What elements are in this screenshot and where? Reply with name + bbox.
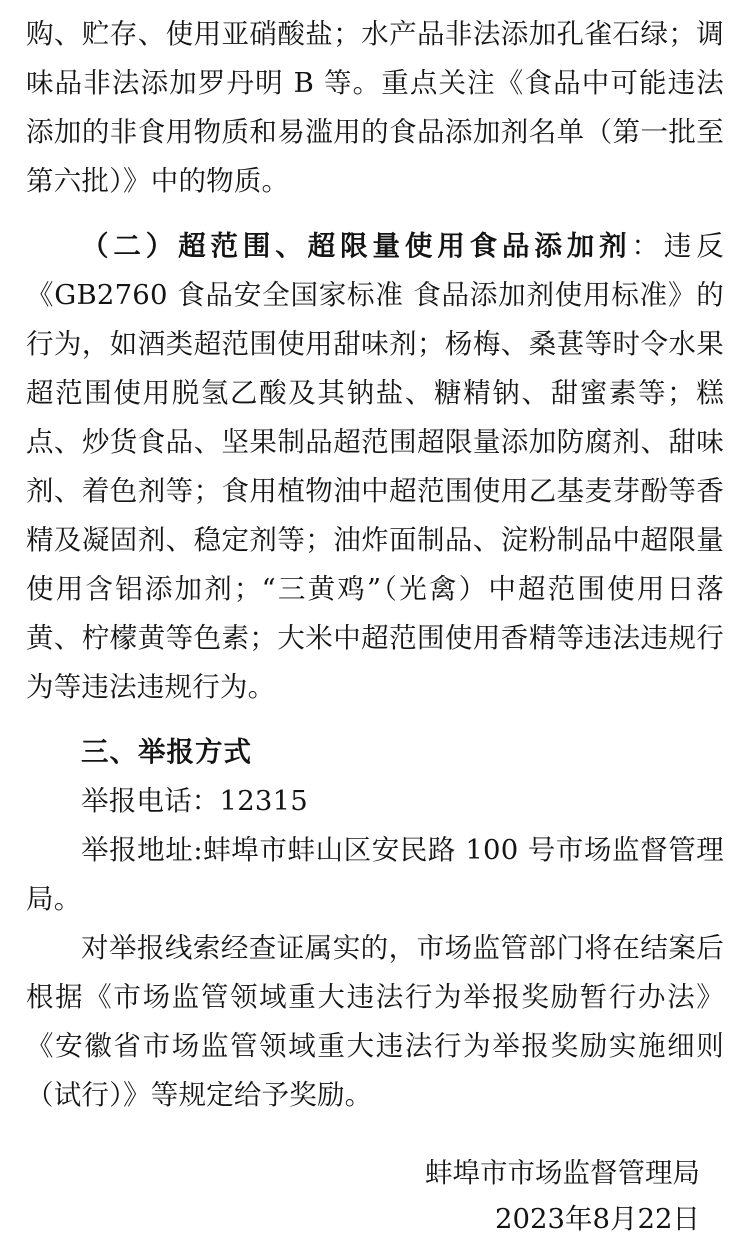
item-two-body: ：违反《GB2760 食品安全国家标准 食品添加剂使用标准》的行为，如酒类超范围使用甜味剂；杨梅、桑葚等时令水果超范围使用脱氢乙酸及其钠盐、糖精钠、甜蜜素等；糕点、炒货食品、坚果制品超范围超限量添加防腐剂、甜味剂、着色剂等；食用植物油中超范围使用乙基麦芽酚等香精及凝固剂、稳定剂等；油炸面制品、淀粉制品中超限量使用含铝添加剂；“三黄鸡”（光禽）中超范围使用日落黄、柠檬黄等色素；大米中超范围使用香精等违法违规行为等违法违规行为。 [26,230,724,703]
paragraph-item-two [26,222,724,712]
signature-block [26,1150,724,1242]
section-three-heading: 三、举报方式 [81,736,252,768]
paragraph-reward: 对举报线索经查证属实的，市场监管部门将在结案后根据《市场监管领域重大违法行为举报奖励暂行办法》《安徽省市场监管领域重大违法行为举报奖励实施细则（试行）》等规定给予奖励。 [26,932,724,1111]
signature-date: 2023年8月22日 [495,1203,700,1235]
item-two-lead: （二）超范围、超限量使用食品添加剂 [81,230,632,262]
paragraph-continued: 购、贮存、使用亚硝酸盐；水产品非法添加孔雀石绿；调味品非法添加罗丹明 B 等。重点关注《食品中可能违法添加的非食用物质和易滥用的食品添加剂名单（第一批至第六批）》中的物质。 [26,18,724,197]
report-phone-line: 举报电话：12315 [81,785,308,817]
report-address-line: 举报地址:蚌埠市蚌山区安民路 100 号市场监督管理局。 [26,834,724,915]
signature-organization: 蚌埠市市场监督管理局 [425,1157,700,1189]
